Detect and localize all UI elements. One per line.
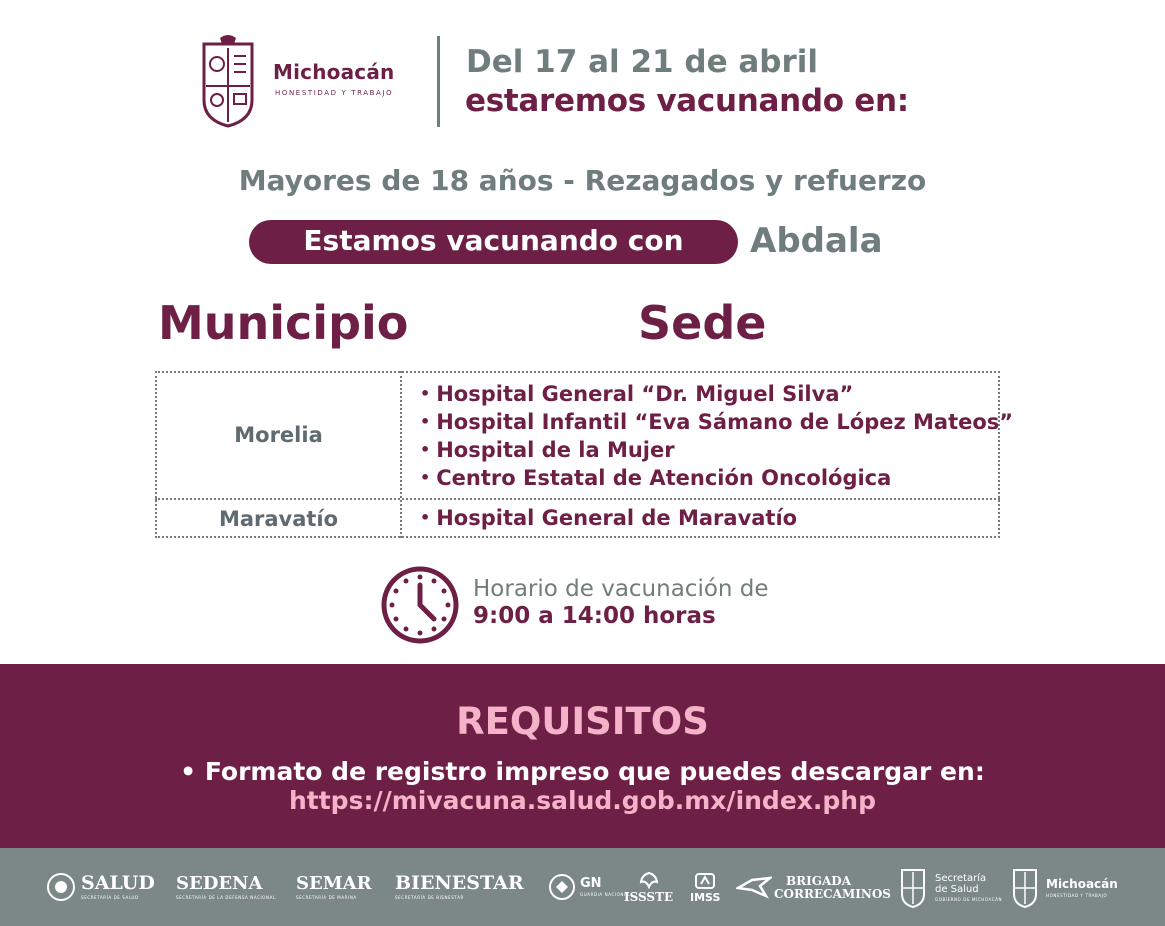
imss-emblem-icon [694,872,716,890]
bienestar-logo: BIENESTAR SECRETARÍA DE BIENESTAR [395,872,524,900]
michoacan-footer-logo: Michoacán HONESTIDAD Y TRABAJO [1011,848,1118,926]
audience-subtitle: Mayores de 18 años - Rezagados y refuerzo [238,164,927,197]
issste-emblem-icon [638,871,660,889]
issste-logo: ISSSTE [624,848,673,926]
sede-list-item: • Hospital General “Dr. Miguel Silva” [420,382,854,406]
guardia-seal-icon [548,873,576,901]
brand-motto: HONESTIDAD Y TRABAJO [275,89,394,97]
shield-icon [1011,866,1039,908]
imss-logo: IMSS [690,848,720,926]
table-row-divider [155,498,1000,500]
michoacan-shield-logo [198,34,258,128]
bullet-icon: • [420,508,431,527]
sedena-logo: SEDENA SECRETARÍA DE LA DEFENSA NACIONAL [176,872,276,900]
municipio-morelia: Morelia [234,423,323,447]
semar-logo: SEMAR SECRETARÍA DE MARINA [296,872,372,900]
bullet-icon: • [420,440,431,459]
vaccine-pill-text: Estamos vacunando con [303,224,684,257]
headline: estaremos vacunando en: [465,83,909,119]
bullet-icon: • [420,384,431,403]
brigada-correcaminos-logo: BRIGADA CORRECAMINOS [736,848,891,926]
bullet-icon: • [420,468,431,487]
salud-logo: SALUD SECRETARÍA DE SALUD [46,848,155,926]
download-link[interactable]: https://mivacuna.salud.gob.mx/index.php [288,786,876,815]
clock-icon [380,565,460,645]
municipio-maravatio: Maravatío [218,507,339,531]
schedule-label: Horario de vacunación de [473,576,769,602]
sede-list-item: • Centro Estatal de Atención Oncológica [420,466,892,490]
brand-name: Michoacán [273,60,395,84]
requirements-band [0,664,1165,848]
vaccine-name: Abdala [750,221,883,261]
column-header-sede: Sede [638,296,767,350]
requirements-title: REQUISITOS [456,700,709,743]
bullet-icon: • [420,412,431,431]
secretaria-salud-michoacan-logo: Secretaría de Salud GOBIERNO DE MICHOACÁN [899,848,1002,926]
sede-list-item: • Hospital de la Mujer [420,438,675,462]
table-column-divider [400,371,402,538]
requirement-item: • Formato de registro impreso que puedes descargar en: [180,757,985,786]
header-divider [437,36,440,127]
schedule-hours: 9:00 a 14:00 horas [473,603,716,629]
sede-list-item: • Hospital General de Maravatío [420,506,798,530]
gn-logo: GN GUARDIA NACIONAL [548,848,630,926]
column-header-municipio: Municipio [158,296,409,350]
shield-icon [899,866,927,908]
roadrunner-icon [736,874,772,900]
date-range: Del 17 al 21 de abril [466,44,819,80]
eagle-seal-icon [46,872,76,902]
sede-list-item: • Hospital Infantil “Eva Sámano de López Mateos” [420,410,1014,434]
